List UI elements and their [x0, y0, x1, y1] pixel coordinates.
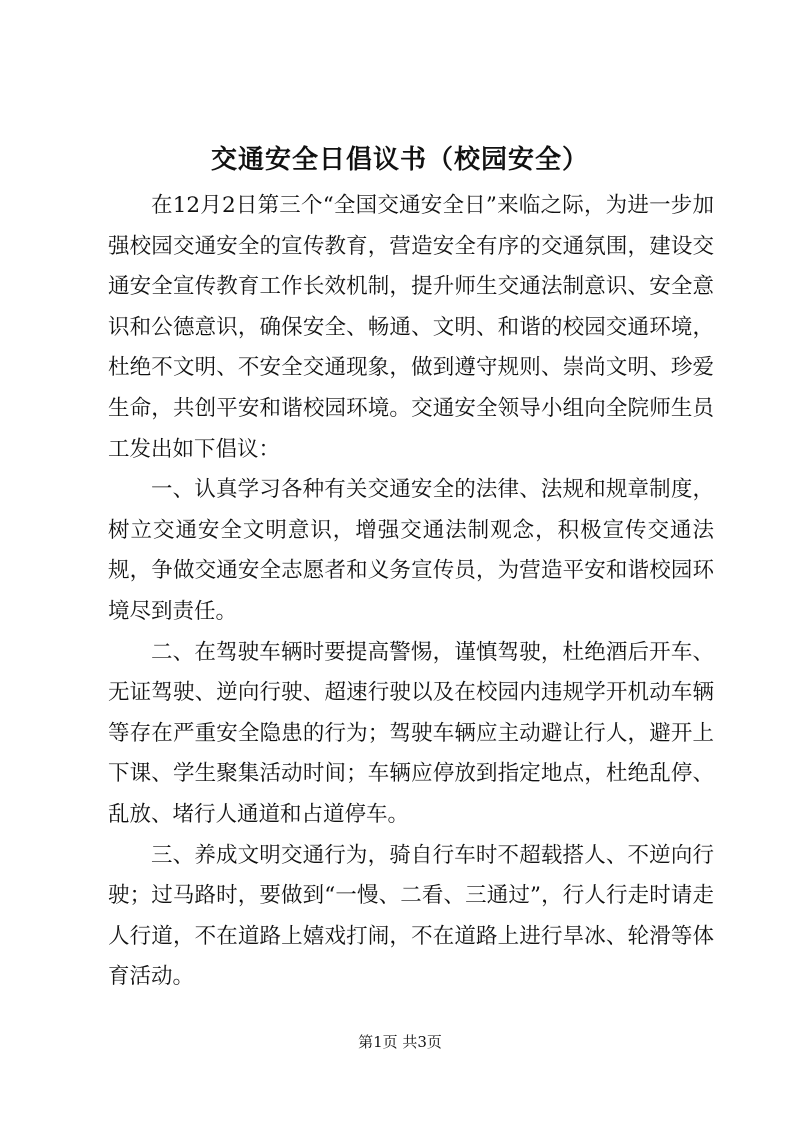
- document-body: [108, 186, 714, 998]
- document-title: 交通安全日倡议书（校园安全）: [210, 145, 589, 175]
- paragraph-intro: 在12月2日第三个“全国交通安全日”来临之际，为进一步加强校园交通安全的宣传教育，营造安全有序的交通氛围，建设交通安全宣传教育工作长效机制，提升师生交通法制意识、安全意识和公德意识，确保安全、畅通、文明、和谐的校园交通环境，杜绝不文明、不安全交通现象，做到遵守规则、崇尚文明、珍爱生命，共创平安和谐校园环境。交通安全领导小组向全院师生员工发出如下倡议：: [108, 193, 714, 462]
- paragraph-item-3: 三、养成文明交通行为，骑自行车时不超载搭人、不逆向行驶；过马路时，要做到“一慢、二看、三通过”，行人行走时请走人行道，不在道路上嬉戏打闹，不在道路上进行旱冰、轮滑等体育活动。: [108, 842, 714, 990]
- paragraph-item-1: 一、认真学习各种有关交通安全的法律、法规和规章制度，树立交通安全文明意识，增强交通法制观念，积极宣传交通法规，争做交通安全志愿者和义务宣传员，为营造平安和谐校园环境尽到责任。: [108, 477, 714, 624]
- page-number-footer: 第1页 共3页: [358, 1033, 442, 1051]
- paragraph-item-2: 二、在驾驶车辆时要提高警惕，谨慎驾驶，杜绝酒后开车、无证驾驶、逆向行驶、超速行驶以及在校园内违规学开机动车辆等存在严重安全隐患的行为；驾驶车辆应主动避让行人，避开上下课、学生聚集活动时间；车辆应停放到指定地点，杜绝乱停、乱放、堵行人通道和占道停车。: [108, 639, 714, 827]
